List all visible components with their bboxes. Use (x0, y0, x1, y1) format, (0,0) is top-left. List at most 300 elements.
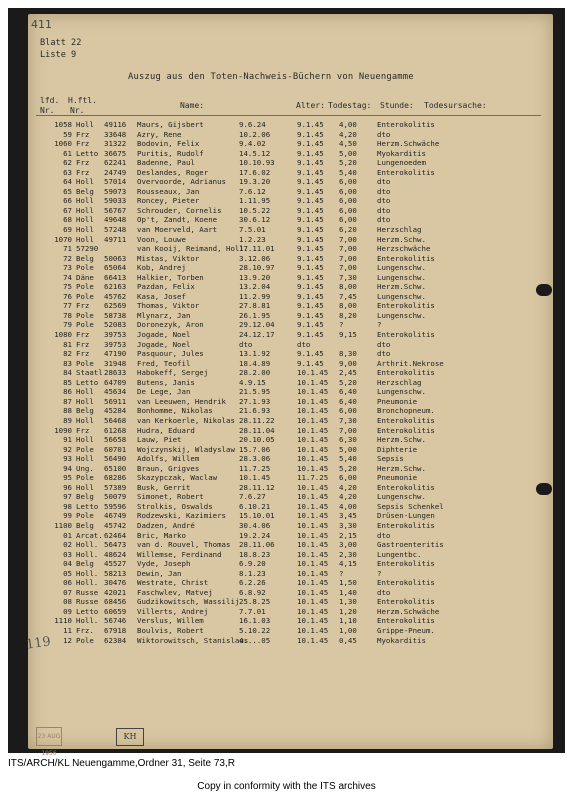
death-time: 6,00 (339, 196, 357, 206)
table-row (40, 511, 550, 521)
birth-date: 30.4.06 (239, 520, 271, 530)
birth-date: 13.9.20 (239, 272, 271, 282)
death-time: 8,00 (339, 301, 357, 311)
nationality: Pole (76, 320, 94, 330)
table-row (40, 416, 550, 426)
prisoner-name: Op't, Zandt, Koene (137, 215, 218, 225)
cause-of-death: Enterokolitis (377, 578, 435, 588)
death-time: 7,00 (339, 425, 357, 435)
prisoner-name: Boulvis, Robert (137, 625, 204, 635)
punch-hole-bottom (536, 483, 552, 495)
col-nr-2: Nr. (70, 106, 85, 115)
table-row (40, 368, 550, 378)
prisoner-number: 64709 (104, 377, 127, 387)
death-time: 1,00 (339, 625, 357, 635)
death-time: 7,00 (339, 263, 357, 273)
lfd-number: 66 (63, 196, 72, 206)
nationality: Pole (76, 511, 94, 521)
birth-date: 13.1.92 (239, 349, 271, 359)
death-time: 4,20 (339, 129, 357, 139)
punch-hole-top (536, 284, 552, 296)
lfd-number: 1060 (54, 139, 72, 149)
death-time: 6,00 (339, 406, 357, 416)
nationality: Arcat. (76, 530, 103, 540)
prisoner-number: 48624 (104, 549, 127, 559)
prisoner-name: Lauw, Piet (137, 435, 182, 445)
lfd-number: 68 (63, 215, 72, 225)
lfd-number: 99 (63, 511, 72, 521)
death-date: 10.1.45 (297, 559, 329, 569)
table-row (40, 187, 550, 197)
nationality: Letto (76, 148, 99, 158)
table-row (40, 550, 550, 560)
death-time: 7,30 (339, 272, 357, 282)
death-time: 5,20 (339, 377, 357, 387)
nationality: Frz (76, 330, 90, 340)
death-time: 6,20 (339, 225, 357, 235)
prisoner-number: 59596 (104, 501, 127, 511)
prisoner-name: Voon, Louwe (137, 234, 186, 244)
cause-of-death: dto (377, 349, 391, 359)
death-time: 4,00 (339, 501, 357, 511)
nationality: Pole (76, 635, 94, 645)
lfd-number: 04 (63, 559, 72, 569)
prisoner-number: 45284 (104, 406, 127, 416)
prisoner-number: 56767 (104, 205, 127, 215)
nationality: Holl (76, 454, 94, 464)
nationality: Frz (76, 158, 90, 168)
prisoner-number: 62384 (104, 635, 127, 645)
cause-of-death: dto (377, 339, 391, 349)
cause-of-death: Herzm.Schw. (377, 282, 426, 292)
cause-of-death: dto (377, 587, 391, 597)
margin-note: 119 (25, 634, 52, 653)
cause-of-death: Diphterie (377, 444, 418, 454)
birth-date: 15.?.06 (239, 444, 271, 454)
prisoner-number: 68286 (104, 473, 127, 483)
prisoner-number: 68456 (104, 597, 127, 607)
death-time: 6,40 (339, 387, 357, 397)
nationality: Belg (76, 559, 94, 569)
lfd-number: 96 (63, 482, 72, 492)
cause-of-death: Lungentbc. (377, 549, 422, 559)
nationality: Holl (76, 435, 94, 445)
prisoner-number: 31948 (104, 358, 127, 368)
nationality: Belg (76, 186, 94, 196)
nationality: Holl. (76, 540, 99, 550)
nationality: Däne (76, 272, 94, 282)
prisoner-number: 60659 (104, 606, 127, 616)
prisoner-name: De Lege, Jan (137, 387, 191, 397)
death-time: 3,30 (339, 520, 357, 530)
prisoner-number: 45527 (104, 559, 127, 569)
prisoner-name: Rodzewski, Kazimiers (137, 511, 226, 521)
cause-of-death: Herzm.Schwäche (377, 606, 440, 616)
death-time: 4,20 (339, 482, 357, 492)
nationality: Belg (76, 492, 94, 502)
prisoner-name: Wiktorowitsch, Stanislaus (137, 635, 249, 645)
birth-date: 10.2.06 (239, 129, 271, 139)
birth-date: 14.5.12 (239, 148, 271, 158)
birth-date: 24.12.17 (239, 330, 275, 340)
lfd-number: 02 (63, 540, 72, 550)
prisoner-number: 28633 (104, 368, 127, 378)
cause-of-death: Herzm.Schw. (377, 234, 426, 244)
prisoner-name: Bodovin, Felix (137, 139, 200, 149)
birth-date: 26.1.95 (239, 310, 271, 320)
table-row (40, 139, 550, 149)
lfd-number: 62 (63, 158, 72, 168)
prisoner-number: 36675 (104, 148, 127, 158)
lfd-number: 1070 (54, 234, 72, 244)
lfd-number: 92 (63, 444, 72, 454)
death-date: 9.1.45 (297, 310, 324, 320)
death-date: 10.1.45 (297, 597, 329, 607)
prisoner-name: van Leeuwen, Hendrik (137, 396, 226, 406)
birth-date: 10.10.93 (239, 158, 275, 168)
prisoner-name: Gudzikowitsch, Wassilij (137, 597, 240, 607)
table-row (40, 521, 550, 531)
cause-of-death: Lungenschw. (377, 291, 426, 301)
birth-date: 27.8.81 (239, 301, 271, 311)
prisoner-name: Dadzen, André (137, 520, 195, 530)
signature-mark: KH (116, 728, 144, 746)
death-time: 7,45 (339, 291, 357, 301)
cause-of-death: Lungenoedem (377, 158, 426, 168)
death-time: 3,45 (339, 511, 357, 521)
table-row (40, 540, 550, 550)
prisoner-number: 42021 (104, 587, 127, 597)
death-date: 10.1.45 (297, 435, 329, 445)
death-date: 10.1.45 (297, 406, 329, 416)
birth-date: 9.6.24 (239, 120, 266, 129)
birth-date: 21.5.95 (239, 387, 271, 397)
birth-date: 11.2.99 (239, 291, 271, 301)
cause-of-death: Enterokolitis (377, 597, 435, 607)
table-row (40, 387, 550, 397)
table-row (40, 483, 550, 493)
prisoner-number: 45742 (104, 520, 127, 530)
table-row (40, 559, 550, 569)
nationality: Pole (76, 310, 94, 320)
lfd-number: 09 (63, 606, 72, 616)
birth-date: 18.4.89 (239, 358, 271, 368)
death-record-list (40, 120, 550, 645)
table-row (40, 435, 550, 445)
birth-date: 3.12.06 (239, 253, 271, 263)
prisoner-number: 58213 (104, 568, 127, 578)
lfd-number: 67 (63, 205, 72, 215)
prisoner-number: 56746 (104, 616, 127, 626)
prisoner-number: 39753 (104, 339, 127, 349)
prisoner-number: 65100 (104, 463, 127, 473)
death-date: 9.1.45 (297, 320, 324, 330)
death-date: 9.1.45 (297, 291, 324, 301)
death-date: 10.1.45 (297, 549, 329, 559)
lfd-number: 98 (63, 501, 72, 511)
death-time: 4,15 (339, 559, 357, 569)
prisoner-number: 56911 (104, 396, 127, 406)
prisoner-name: Wojczynskij, Wladyslaw (137, 444, 235, 454)
table-row (40, 177, 550, 187)
death-date: 10.1.45 (297, 540, 329, 550)
cause-of-death: Pneumonie (377, 473, 418, 483)
prisoner-name: Bonhomme, Nikolas (137, 406, 213, 416)
nationality: Holl (76, 120, 94, 129)
nationality: Pole (76, 444, 94, 454)
prisoner-name: Mlynarz, Jan (137, 310, 191, 320)
prisoner-name: Pazdan, Felix (137, 282, 195, 292)
death-date: 10.1.45 (297, 444, 329, 454)
death-date: 9.1.45 (297, 349, 324, 359)
prisoner-name: van d. Rouvel, Thomas (137, 540, 231, 550)
table-row (40, 254, 550, 264)
birth-date: 21.6.93 (239, 406, 271, 416)
birth-date: 19.2.24 (239, 530, 271, 540)
cause-of-death: Enterokolitis (377, 253, 435, 263)
table-row (40, 378, 550, 388)
birth-date: 28.11.12 (239, 482, 275, 492)
death-date: 9.1.45 (297, 120, 324, 129)
prisoner-name: Verslus, Willem (137, 616, 204, 626)
cause-of-death: Pneumonie (377, 396, 418, 406)
nationality: Holl. (76, 549, 99, 559)
prisoner-number: 50063 (104, 253, 127, 263)
lfd-number: 97 (63, 492, 72, 502)
nationality: Letto (76, 501, 99, 511)
table-row (40, 320, 550, 330)
birth-date: 11.7.25 (239, 463, 271, 473)
prisoner-number: 62163 (104, 282, 127, 292)
cause-of-death: Enterokolitis (377, 415, 435, 425)
table-row (40, 445, 550, 455)
lfd-number: 95 (63, 473, 72, 483)
prisoner-number: 49116 (104, 120, 127, 129)
table-row (40, 168, 550, 178)
death-date: 10.1.45 (297, 635, 329, 645)
table-row (40, 636, 550, 646)
table-row (40, 531, 550, 541)
lfd-number: 81 (63, 339, 72, 349)
cause-of-death: Herzm.Schw. (377, 463, 426, 473)
death-date: 10.1.45 (297, 520, 329, 530)
death-date: 10.1.45 (297, 368, 329, 378)
cause-of-death: Gastroenteritis (377, 540, 444, 550)
table-row (40, 502, 550, 512)
death-time: 6,30 (339, 435, 357, 445)
lfd-number: 1090 (54, 425, 72, 435)
table-row (40, 311, 550, 321)
cause-of-death: Sepsis Schenkel (377, 501, 444, 511)
death-time: 7,00 (339, 253, 357, 263)
birth-date: 18.8.23 (239, 549, 271, 559)
prisoner-number: 31322 (104, 139, 127, 149)
death-time: 5,00 (339, 148, 357, 158)
death-date: 9.1.45 (297, 196, 324, 206)
birth-date: 6.9.20 (239, 559, 266, 569)
birth-date: 4.9.15 (239, 377, 266, 387)
birth-date: 7.6.12 (239, 186, 266, 196)
prisoner-name: Strolkis, Oswalds (137, 501, 213, 511)
table-row (40, 626, 550, 636)
death-date: 10.1.45 (297, 387, 329, 397)
birth-date: 28.10.97 (239, 263, 275, 273)
lfd-number: 83 (63, 358, 72, 368)
table-row (40, 569, 550, 579)
cause-of-death: Enterokolitis (377, 120, 435, 129)
prisoner-number: 62569 (104, 301, 127, 311)
nationality: Frz (76, 167, 90, 177)
prisoner-name: Skazypczak, Waclaw (137, 473, 218, 483)
birth-date: 5.10.22 (239, 625, 271, 635)
birth-date: 28.3.06 (239, 454, 271, 464)
col-todestag: Todestag: (328, 101, 372, 110)
cause-of-death: Enterokolitis (377, 482, 435, 492)
birth-date: 28.11.06 (239, 540, 275, 550)
lfd-number: 12 (63, 635, 72, 645)
death-date: 10.1.45 (297, 606, 329, 616)
prisoner-name: van Kerkoerle, Nikolas (137, 415, 235, 425)
death-time: 4,50 (339, 139, 357, 149)
lfd-number: 75 (63, 282, 72, 292)
table-row (40, 282, 550, 292)
prisoner-number: 60701 (104, 444, 127, 454)
col-todesursache: Todesursache: (424, 101, 487, 110)
cause-of-death: Myokarditis (377, 148, 426, 158)
prisoner-number: 24749 (104, 167, 127, 177)
death-time: 1,20 (339, 606, 357, 616)
cause-of-death: dto (377, 530, 391, 540)
prisoner-number: 45762 (104, 291, 127, 301)
page-mark: Blatt 22 (40, 38, 82, 48)
death-time: 6,00 (339, 205, 357, 215)
death-time: 8,00 (339, 282, 357, 292)
prisoner-name: Villerts, Andrej (137, 606, 209, 616)
death-date: 9.1.45 (297, 358, 324, 368)
death-date: 10.1.45 (297, 530, 329, 540)
prisoner-number: 33648 (104, 129, 127, 139)
nationality: Holl. (76, 568, 99, 578)
prisoner-number: 67918 (104, 625, 127, 635)
death-time: 3,00 (339, 540, 357, 550)
prisoner-number: 57248 (104, 225, 127, 235)
prisoner-number: 66413 (104, 272, 127, 282)
death-date: 10.1.45 (297, 625, 329, 635)
prisoner-name: Kob, Andrej (137, 263, 186, 273)
cause-of-death: Enterokolitis (377, 559, 435, 569)
table-row (40, 464, 550, 474)
table-row (40, 597, 550, 607)
prisoner-name: Butens, Janis (137, 377, 195, 387)
birth-date: 6.2.26 (239, 578, 266, 588)
death-date: 9.1.45 (297, 215, 324, 225)
cause-of-death: Herzschwäche (377, 244, 431, 254)
death-date: 10.1.45 (297, 377, 329, 387)
death-time: 5,40 (339, 167, 357, 177)
birth-date: 6.10.21 (239, 501, 271, 511)
lfd-number: 86 (63, 387, 72, 397)
birth-date: 4....05 (239, 635, 271, 645)
nationality: Holl (76, 177, 94, 187)
prisoner-name: Doronezyk, Aron (137, 320, 204, 330)
birth-date: 30.6.12 (239, 215, 271, 225)
birth-date: 6.8.92 (239, 587, 266, 597)
death-date: dto (297, 339, 311, 349)
prisoner-name: Willemse, Ferdinand (137, 549, 222, 559)
lfd-number: 03 (63, 549, 72, 559)
lfd-number: 87 (63, 396, 72, 406)
nationality: Staatl. (76, 368, 108, 378)
col-stunde: Stunde: (380, 101, 414, 110)
table-row (40, 149, 550, 159)
lfd-number: 1100 (54, 520, 72, 530)
death-date: 10.1.45 (297, 425, 329, 435)
prisoner-name: Jogade, Noel (137, 330, 191, 340)
death-time: 8,20 (339, 310, 357, 320)
nationality: Russe (76, 587, 99, 597)
table-row (40, 301, 550, 311)
col-lfd: lfd. (40, 96, 60, 105)
nationality: Holl. (76, 578, 99, 588)
cause-of-death: dto (377, 215, 391, 225)
table-row (40, 616, 550, 626)
death-time: 6,40 (339, 396, 357, 406)
prisoner-name: Maurs, Gijsbert (137, 120, 204, 129)
birth-date: dto (239, 339, 253, 349)
table-row (40, 607, 550, 617)
death-date: 9.1.45 (297, 282, 324, 292)
table-row (40, 225, 550, 235)
nationality: Pole (76, 473, 94, 483)
lfd-number: 73 (63, 263, 72, 273)
prisoner-name: Deslandes, Roger (137, 167, 209, 177)
birth-date: 15.10.01 (239, 511, 275, 521)
prisoner-number: 46749 (104, 511, 127, 521)
cause-of-death: Lungenschw. (377, 272, 426, 282)
birth-date: 9.4.02 (239, 139, 266, 149)
birth-date: 1.2.23 (239, 234, 266, 244)
prisoner-name: Schrouder, Cornelis (137, 205, 222, 215)
cause-of-death: Lungenschw. (377, 387, 426, 397)
cause-of-death: Enterokolitis (377, 167, 435, 177)
prisoner-name: Jogade, Noel (137, 339, 191, 349)
prisoner-name: Habokeff, Sergej (137, 368, 209, 378)
death-time: 4,00 (339, 120, 357, 129)
cause-of-death: Lungenschw. (377, 263, 426, 273)
lfd-number: 72 (63, 253, 72, 263)
death-time: 7,00 (339, 234, 357, 244)
prisoner-number: 61268 (104, 425, 127, 435)
lfd-number: 88 (63, 406, 72, 416)
cause-of-death: Herzm.Schwäche (377, 139, 440, 149)
corner-mark: 411 (31, 18, 52, 31)
death-time: 5,00 (339, 444, 357, 454)
col-alter: Alter: (296, 101, 325, 110)
prisoner-number: 62241 (104, 158, 127, 168)
prisoner-name: Roncey, Pieter (137, 196, 200, 206)
nationality: Frz (76, 129, 90, 139)
death-time: 1,30 (339, 597, 357, 607)
death-date: 10.1.45 (297, 454, 329, 464)
prisoner-number: 62464 (104, 530, 127, 540)
birth-date: 7.7.01 (239, 606, 266, 616)
lfd-number: 61 (63, 148, 72, 158)
death-time: 6,00 (339, 177, 357, 187)
list-label: Liste 9 (40, 50, 77, 60)
paper-sheet (25, 14, 553, 757)
archive-stamp: 23 AUG 1956 (36, 727, 62, 746)
death-date: 9.1.45 (297, 253, 324, 263)
